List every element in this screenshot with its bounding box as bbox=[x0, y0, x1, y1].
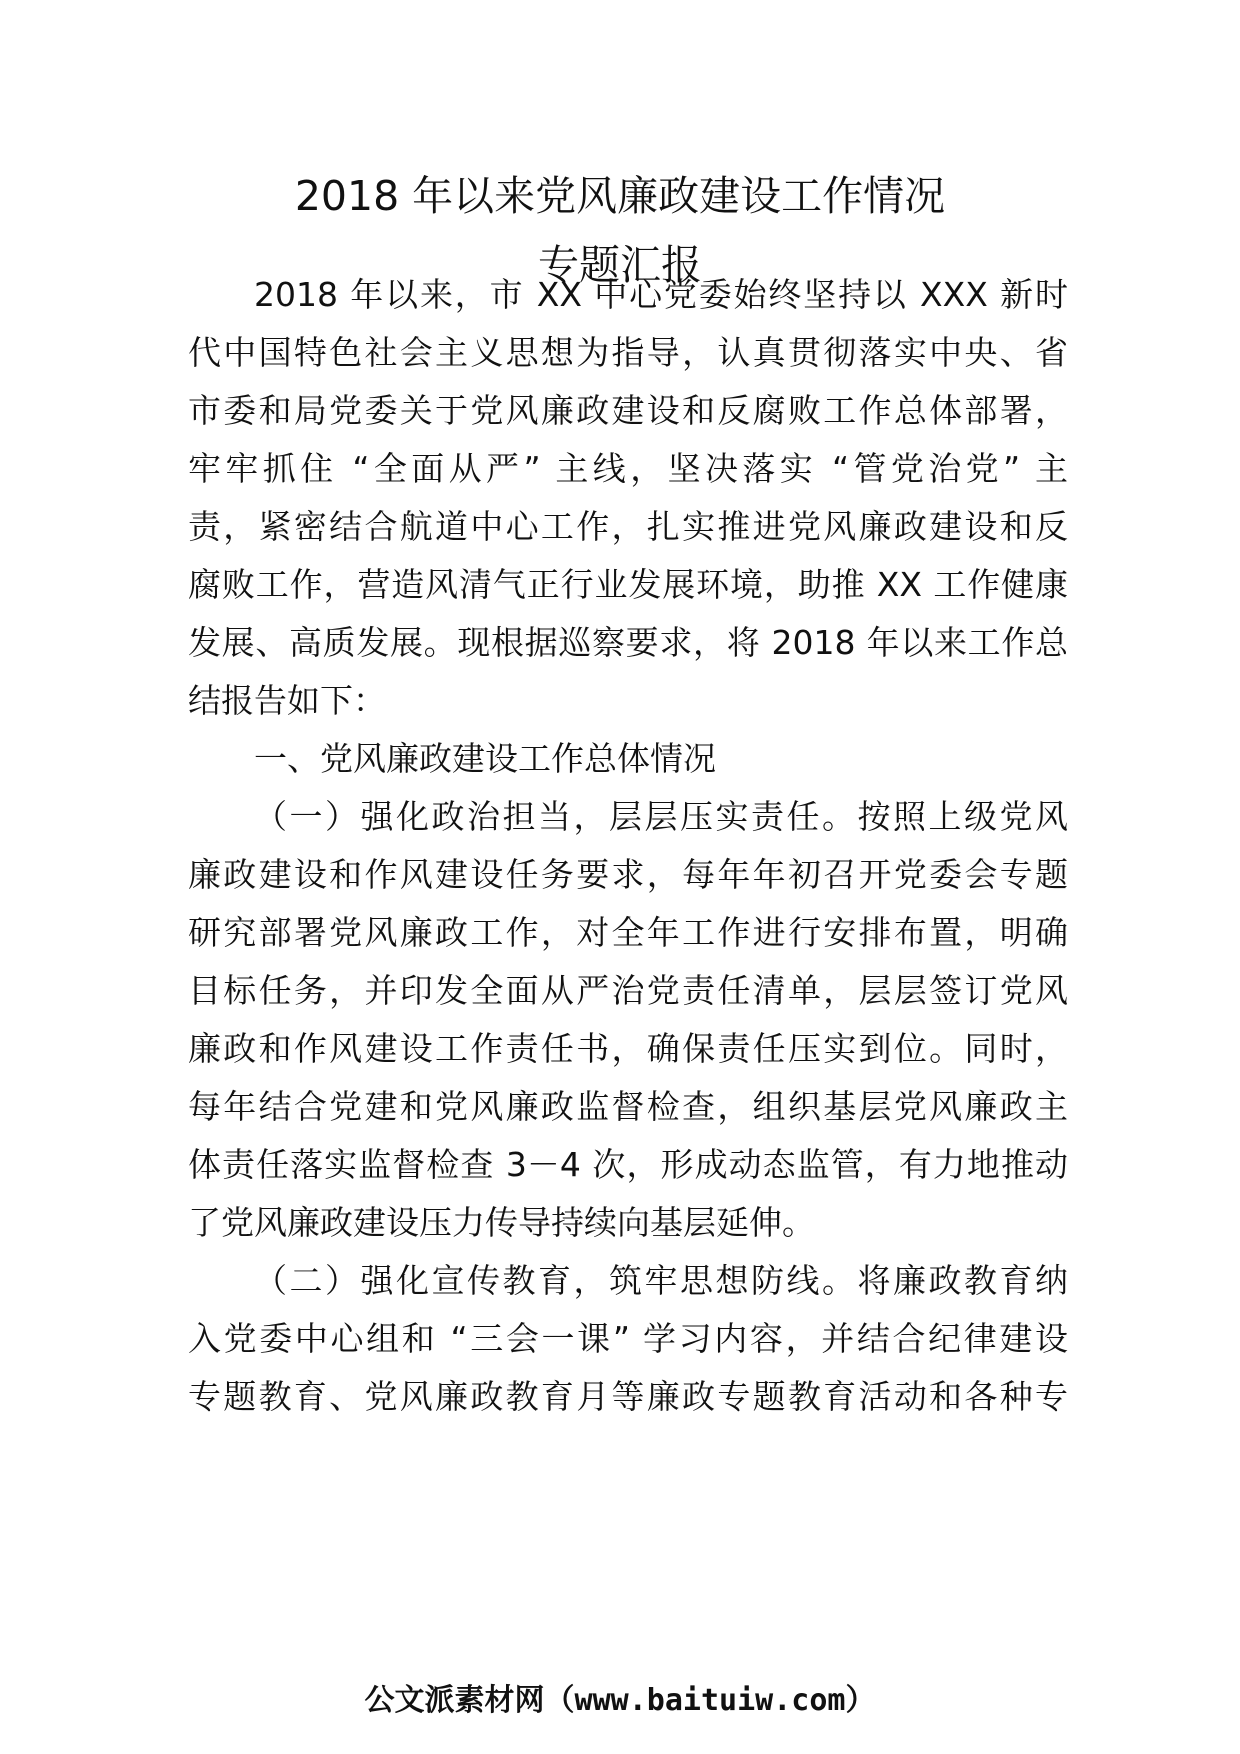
paragraph-1-line-5: 责，紧密结合航道中心工作，扎实推进党风廉政建设和反 bbox=[188, 507, 1068, 546]
paragraph-1-line-3: 市委和局党委关于党风廉政建设和反腐败工作总体部署， bbox=[188, 391, 1068, 430]
paragraph-2-line-5: 廉政和作风建设工作责任书，确保责任压实到位。同时， bbox=[188, 1029, 1068, 1068]
section-heading-1: 一、党风廉政建设工作总体情况 bbox=[254, 739, 716, 778]
paragraph-1-line-6: 腐败工作，营造风清气正行业发展环境，助推 XX 工作健康 bbox=[188, 565, 1068, 604]
paragraph-3-line-3: 专题教育、党风廉政教育月等廉政专题教育活动和各种专 bbox=[188, 1377, 1068, 1416]
footer-watermark bbox=[0, 1683, 1240, 1718]
paragraph-1-line-7: 发展、高质发展。现根据巡察要求，将 2018 年以来工作总 bbox=[188, 623, 1068, 662]
paragraph-2-line-6: 每年结合党建和党风廉政监督检查，组织基层党风廉政主 bbox=[188, 1087, 1068, 1126]
paragraph-2-line-8: 了党风廉政建设压力传导持续向基层延伸。 bbox=[188, 1203, 815, 1242]
paragraph-1-line-1: 2018 年以来，市 XX 中心党委始终坚持以 XXX 新时 bbox=[254, 275, 1068, 314]
paragraph-1-line-2: 代中国特色社会主义思想为指导，认真贯彻落实中央、省 bbox=[188, 333, 1068, 372]
paragraph-2-line-7: 体责任落实监督检查 3－4 次，形成动态监管，有力地推动 bbox=[188, 1145, 1068, 1184]
footer-url: www.baituiw.com bbox=[574, 1683, 846, 1718]
footer-close-paren: ） bbox=[845, 1683, 876, 1718]
paragraph-2-line-3: 研究部署党风廉政工作，对全年工作进行安排布置，明确 bbox=[188, 913, 1068, 952]
paragraph-2-line-2: 廉政建设和作风建设任务要求，每年年初召开党委会专题 bbox=[188, 855, 1068, 894]
paragraph-2-line-4: 目标任务，并印发全面从严治党责任清单，层层签订党风 bbox=[188, 971, 1068, 1010]
document-title-line-2: 专题汇报 bbox=[538, 241, 702, 289]
document-title-line-1: 2018 年以来党风廉政建设工作情况 bbox=[294, 172, 946, 220]
paragraph-3-line-1: （二）强化宣传教育，筑牢思想防线。将廉政教育纳 bbox=[254, 1261, 1068, 1300]
paragraph-2-line-1: （一）强化政治担当，层层压实责任。按照上级党风 bbox=[254, 797, 1068, 836]
paragraph-1-line-4: 牢牢抓住 “全面从严” 主线，坚决落实 “管党治党” 主 bbox=[188, 449, 1068, 488]
paragraph-3-line-2: 入党委中心组和 “三会一课” 学习内容，并结合纪律建设 bbox=[188, 1319, 1068, 1358]
footer-site-name: 公文派素材网（ bbox=[364, 1683, 575, 1718]
paragraph-1-line-8: 结报告如下： bbox=[188, 681, 386, 720]
